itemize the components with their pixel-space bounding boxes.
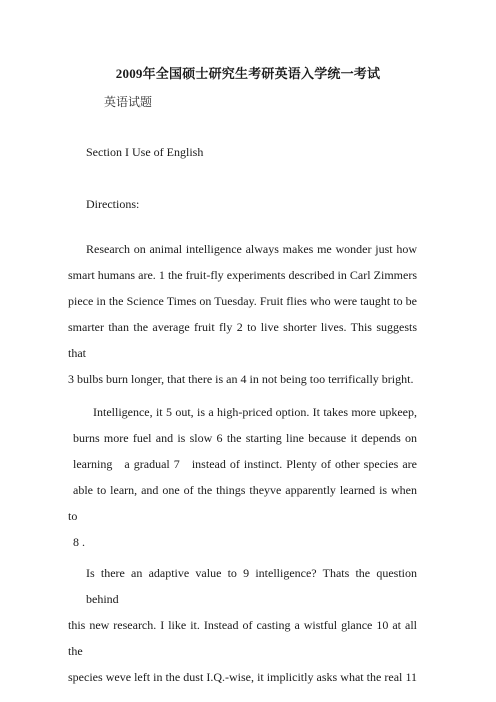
exam-subtitle: 英语试题 xyxy=(104,95,153,109)
paragraph-line: smarter than the average fruit fly 2 to live shorter lives. This suggests that xyxy=(68,320,417,360)
paragraph-line: 3 bulbs burn longer, that there is an 4 in not being too terrifically bright. xyxy=(68,372,414,386)
section-heading: Section I Use of English xyxy=(86,145,204,159)
paragraph-line: burns more fuel and is slow 6 the starting line because it depends on xyxy=(73,431,417,445)
directions-label: Directions: xyxy=(86,197,140,211)
paragraph-2 xyxy=(68,399,417,555)
paragraph-line: able to learn, and one of the things theyve apparently learned is when to xyxy=(68,483,417,523)
paragraph-line: this new research. I like it. Instead of casting a wistful glance 10 at all the xyxy=(68,618,417,658)
paragraph-line: Intelligence, it 5 out, is a high-priced option. It takes more upkeep, xyxy=(93,405,417,419)
paragraph-line: Is there an adaptive value to 9 intelligence? Thats the question behind xyxy=(86,566,417,606)
paragraph-line: Research on animal intelligence always makes me wonder just how xyxy=(86,242,417,256)
paragraph-line: 8 . xyxy=(73,535,85,549)
paragraph-line: learning a gradual 7 instead of instinct. Plenty of other species are xyxy=(73,457,417,471)
paragraph-line: species weve left in the dust I.Q.-wise, it implicitly asks what the real 11 xyxy=(68,670,417,684)
paragraph-1 xyxy=(68,236,417,392)
exam-title: 2009年全国硕士研究生考研英语入学统一考试 xyxy=(115,66,381,81)
paragraph-line: piece in the Science Times on Tuesday. Fruit flies who were taught to be xyxy=(68,294,417,308)
paragraph-3 xyxy=(68,560,417,690)
paragraph-line: smart humans are. 1 the fruit-fly experiments described in Carl Zimmers xyxy=(68,268,417,282)
